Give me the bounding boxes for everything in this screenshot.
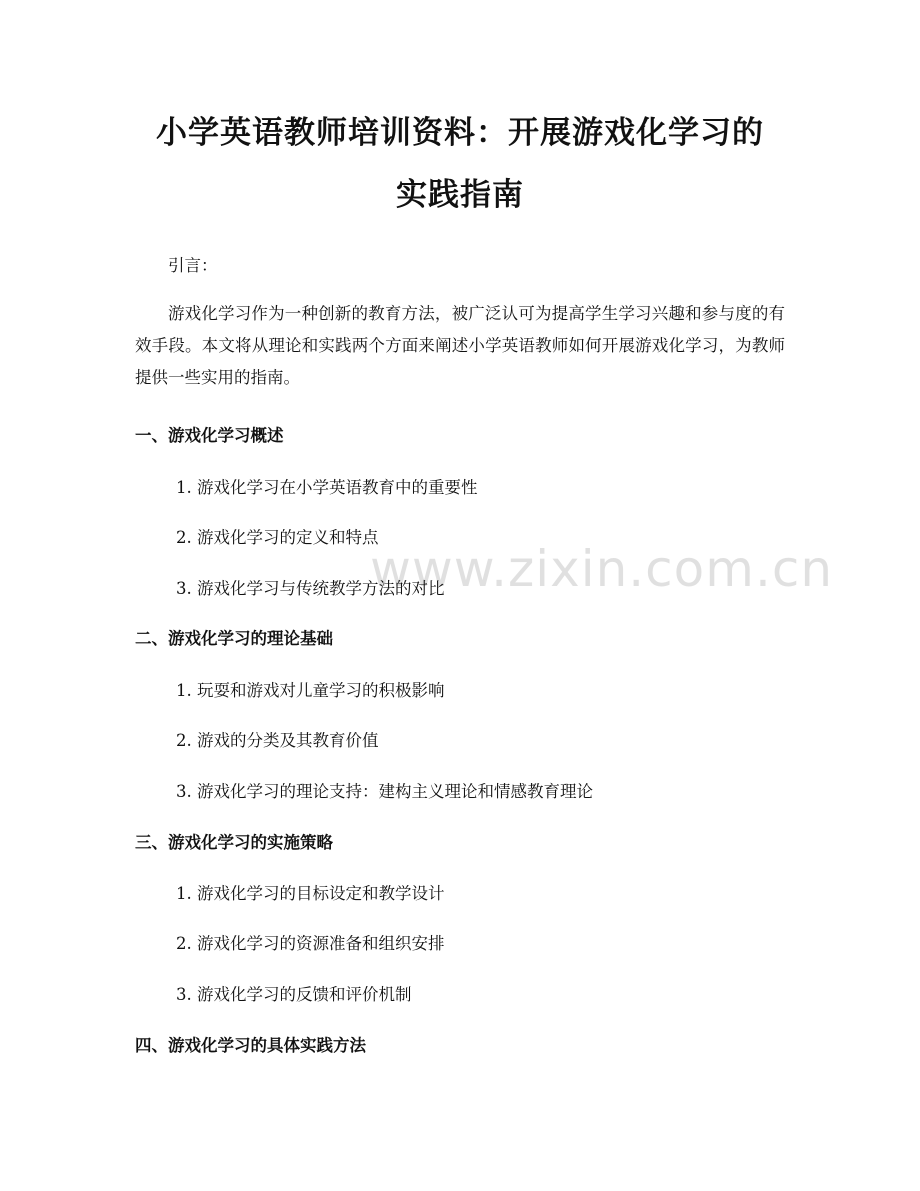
section-heading-3: 三、游戏化学习的实施策略 bbox=[135, 833, 333, 852]
section-2-item-1: 1. 玩耍和游戏对儿童学习的积极影响 bbox=[176, 681, 445, 700]
section-1-item-1: 1. 游戏化学习在小学英语教育中的重要性 bbox=[176, 478, 478, 497]
section-heading-2: 二、游戏化学习的理论基础 bbox=[135, 629, 333, 648]
section-heading-1: 一、游戏化学习概述 bbox=[135, 426, 284, 445]
section-2-item-3: 3. 游戏化学习的理论支持：建构主义理论和情感教育理论 bbox=[176, 782, 593, 801]
page-title-line-2: 实践指南 bbox=[396, 177, 524, 213]
section-heading-4: 四、游戏化学习的具体实践方法 bbox=[135, 1036, 366, 1055]
section-3-item-2: 2. 游戏化学习的资源准备和组织安排 bbox=[176, 934, 445, 953]
intro-paragraph: 游戏化学习作为一种创新的教育方法，被广泛认可为提高学生学习兴趣和参与度的有效手段。本文将从理论和实践两个方面来阐述小学英语教师如何开展游戏化学习，为教师提供一些实用的指南。 bbox=[135, 304, 785, 387]
intro-label: 引言： bbox=[168, 256, 218, 275]
watermark: www.zixin.com.cn bbox=[370, 540, 834, 598]
section-1-item-2: 2. 游戏化学习的定义和特点 bbox=[176, 528, 379, 547]
section-3-item-1: 1. 游戏化学习的目标设定和教学设计 bbox=[176, 884, 445, 903]
section-1-item-3: 3. 游戏化学习与传统教学方法的对比 bbox=[176, 579, 445, 598]
page-title-line-1: 小学英语教师培训资料：开展游戏化学习的 bbox=[156, 115, 764, 151]
section-2-item-2: 2. 游戏的分类及其教育价值 bbox=[176, 731, 379, 750]
section-3-item-3: 3. 游戏化学习的反馈和评价机制 bbox=[176, 985, 412, 1004]
